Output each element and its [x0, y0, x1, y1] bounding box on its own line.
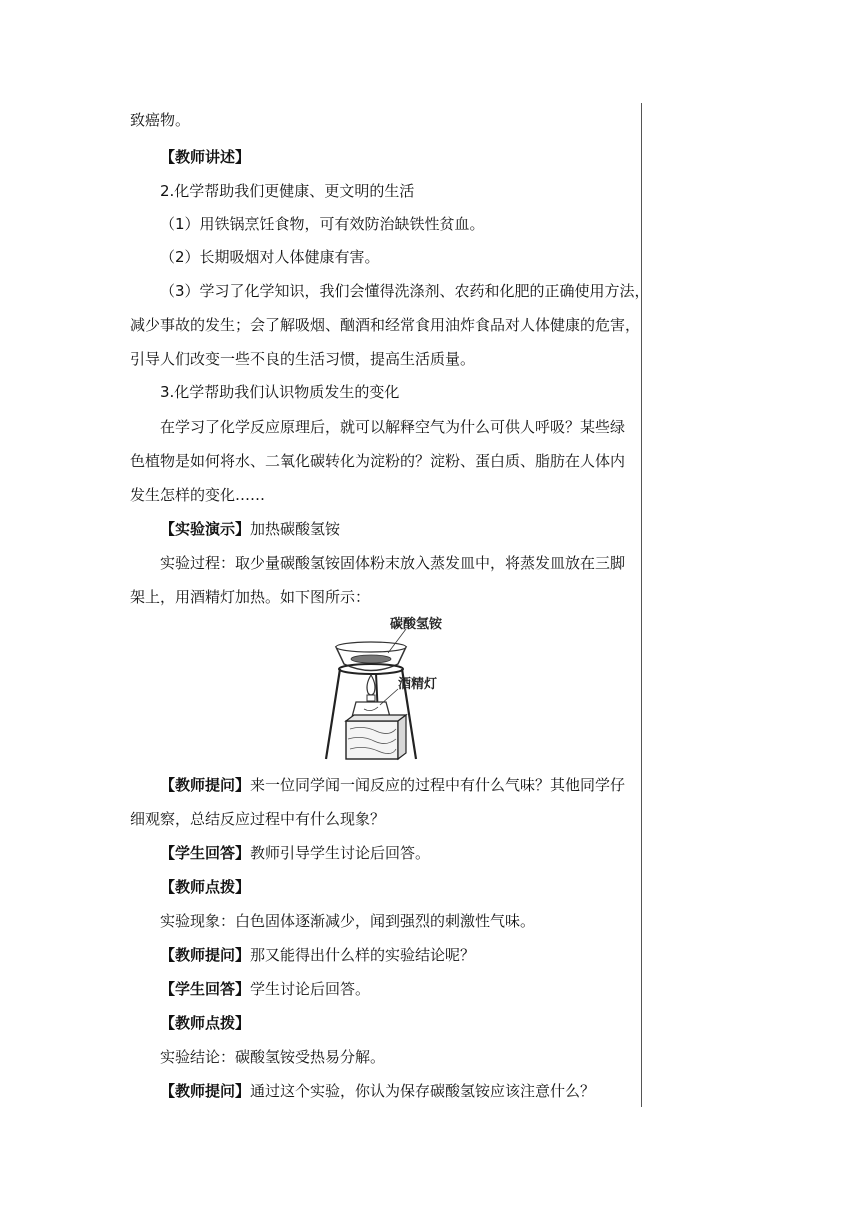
- text-line: 【学生回答】教师引导学生讨论后回答。: [160, 844, 431, 862]
- text-line: 3.化学帮助我们认识物质发生的变化: [160, 383, 400, 401]
- text-line: （1）用铁锅烹饪食物，可有效防治缺铁性贫血。: [160, 215, 485, 233]
- powder-sample: [351, 655, 391, 663]
- text-line: 【教师提问】那又能得出什么样的实验结论呢？: [160, 946, 476, 964]
- figure-label-top: 碳酸氢铵: [390, 617, 443, 632]
- text-line: 发生怎样的变化……: [130, 486, 266, 504]
- section-heading: 【教师点拨】: [160, 1014, 251, 1032]
- text-line: 实验过程：取少量碳酸氢铵固体粉末放入蒸发皿中，将蒸发皿放在三脚: [160, 554, 626, 572]
- flame: [367, 675, 375, 695]
- experiment-figure: [318, 609, 458, 764]
- text-line: 引导人们改变一些不良的生活习惯，提高生活质量。: [130, 350, 476, 368]
- text-line: 实验结论：碳酸氢铵受热易分解。: [160, 1048, 386, 1066]
- tripod-leg: [326, 669, 340, 759]
- text-line: 减少事故的发生；会了解吸烟、酗酒和经常食用油炸食品对人体健康的危害，: [130, 316, 641, 334]
- section-heading: 【教师点拨】: [160, 878, 251, 896]
- text-line: 色植物是如何将水、二氧化碳转化为淀粉的？淀粉、蛋白质、脂肪在人体内: [130, 452, 626, 470]
- text-line: （2）长期吸烟对人体健康有害。: [160, 248, 380, 266]
- section-heading: 【教师讲述】: [160, 148, 251, 166]
- text-line: 2.化学帮助我们更健康、更文明的生活: [160, 182, 415, 200]
- text-line: （3）学习了化学知识，我们会懂得洗涤剂、农药和化肥的正确使用方法，: [160, 282, 650, 300]
- text-line: 【教师提问】通过这个实验，你认为保存碳酸氢铵应该注意什么？: [160, 1082, 596, 1100]
- figure-label-side: 酒精灯: [398, 677, 438, 692]
- text-line: 架上，用酒精灯加热。如下图所示：: [130, 588, 371, 606]
- text-line: 【学生回答】学生讨论后回答。: [160, 980, 371, 998]
- text-line: 细观察，总结反应过程中有什么现象？: [130, 810, 386, 828]
- text-line: 【教师提问】来一位同学闻一闻反应的过程中有什么气味？其他同学仔: [160, 776, 626, 794]
- text-line: 实验现象：白色固体逐渐减少，闻到强烈的刺激性气味。: [160, 912, 536, 930]
- column-divider: [641, 103, 642, 1107]
- text-line: 在学习了化学反应原理后，就可以解释空气为什么可供人呼吸？某些绿: [160, 418, 626, 436]
- text-line: 【实验演示】加热碳酸氢铵: [160, 520, 341, 538]
- text-line: 致癌物。: [130, 111, 191, 129]
